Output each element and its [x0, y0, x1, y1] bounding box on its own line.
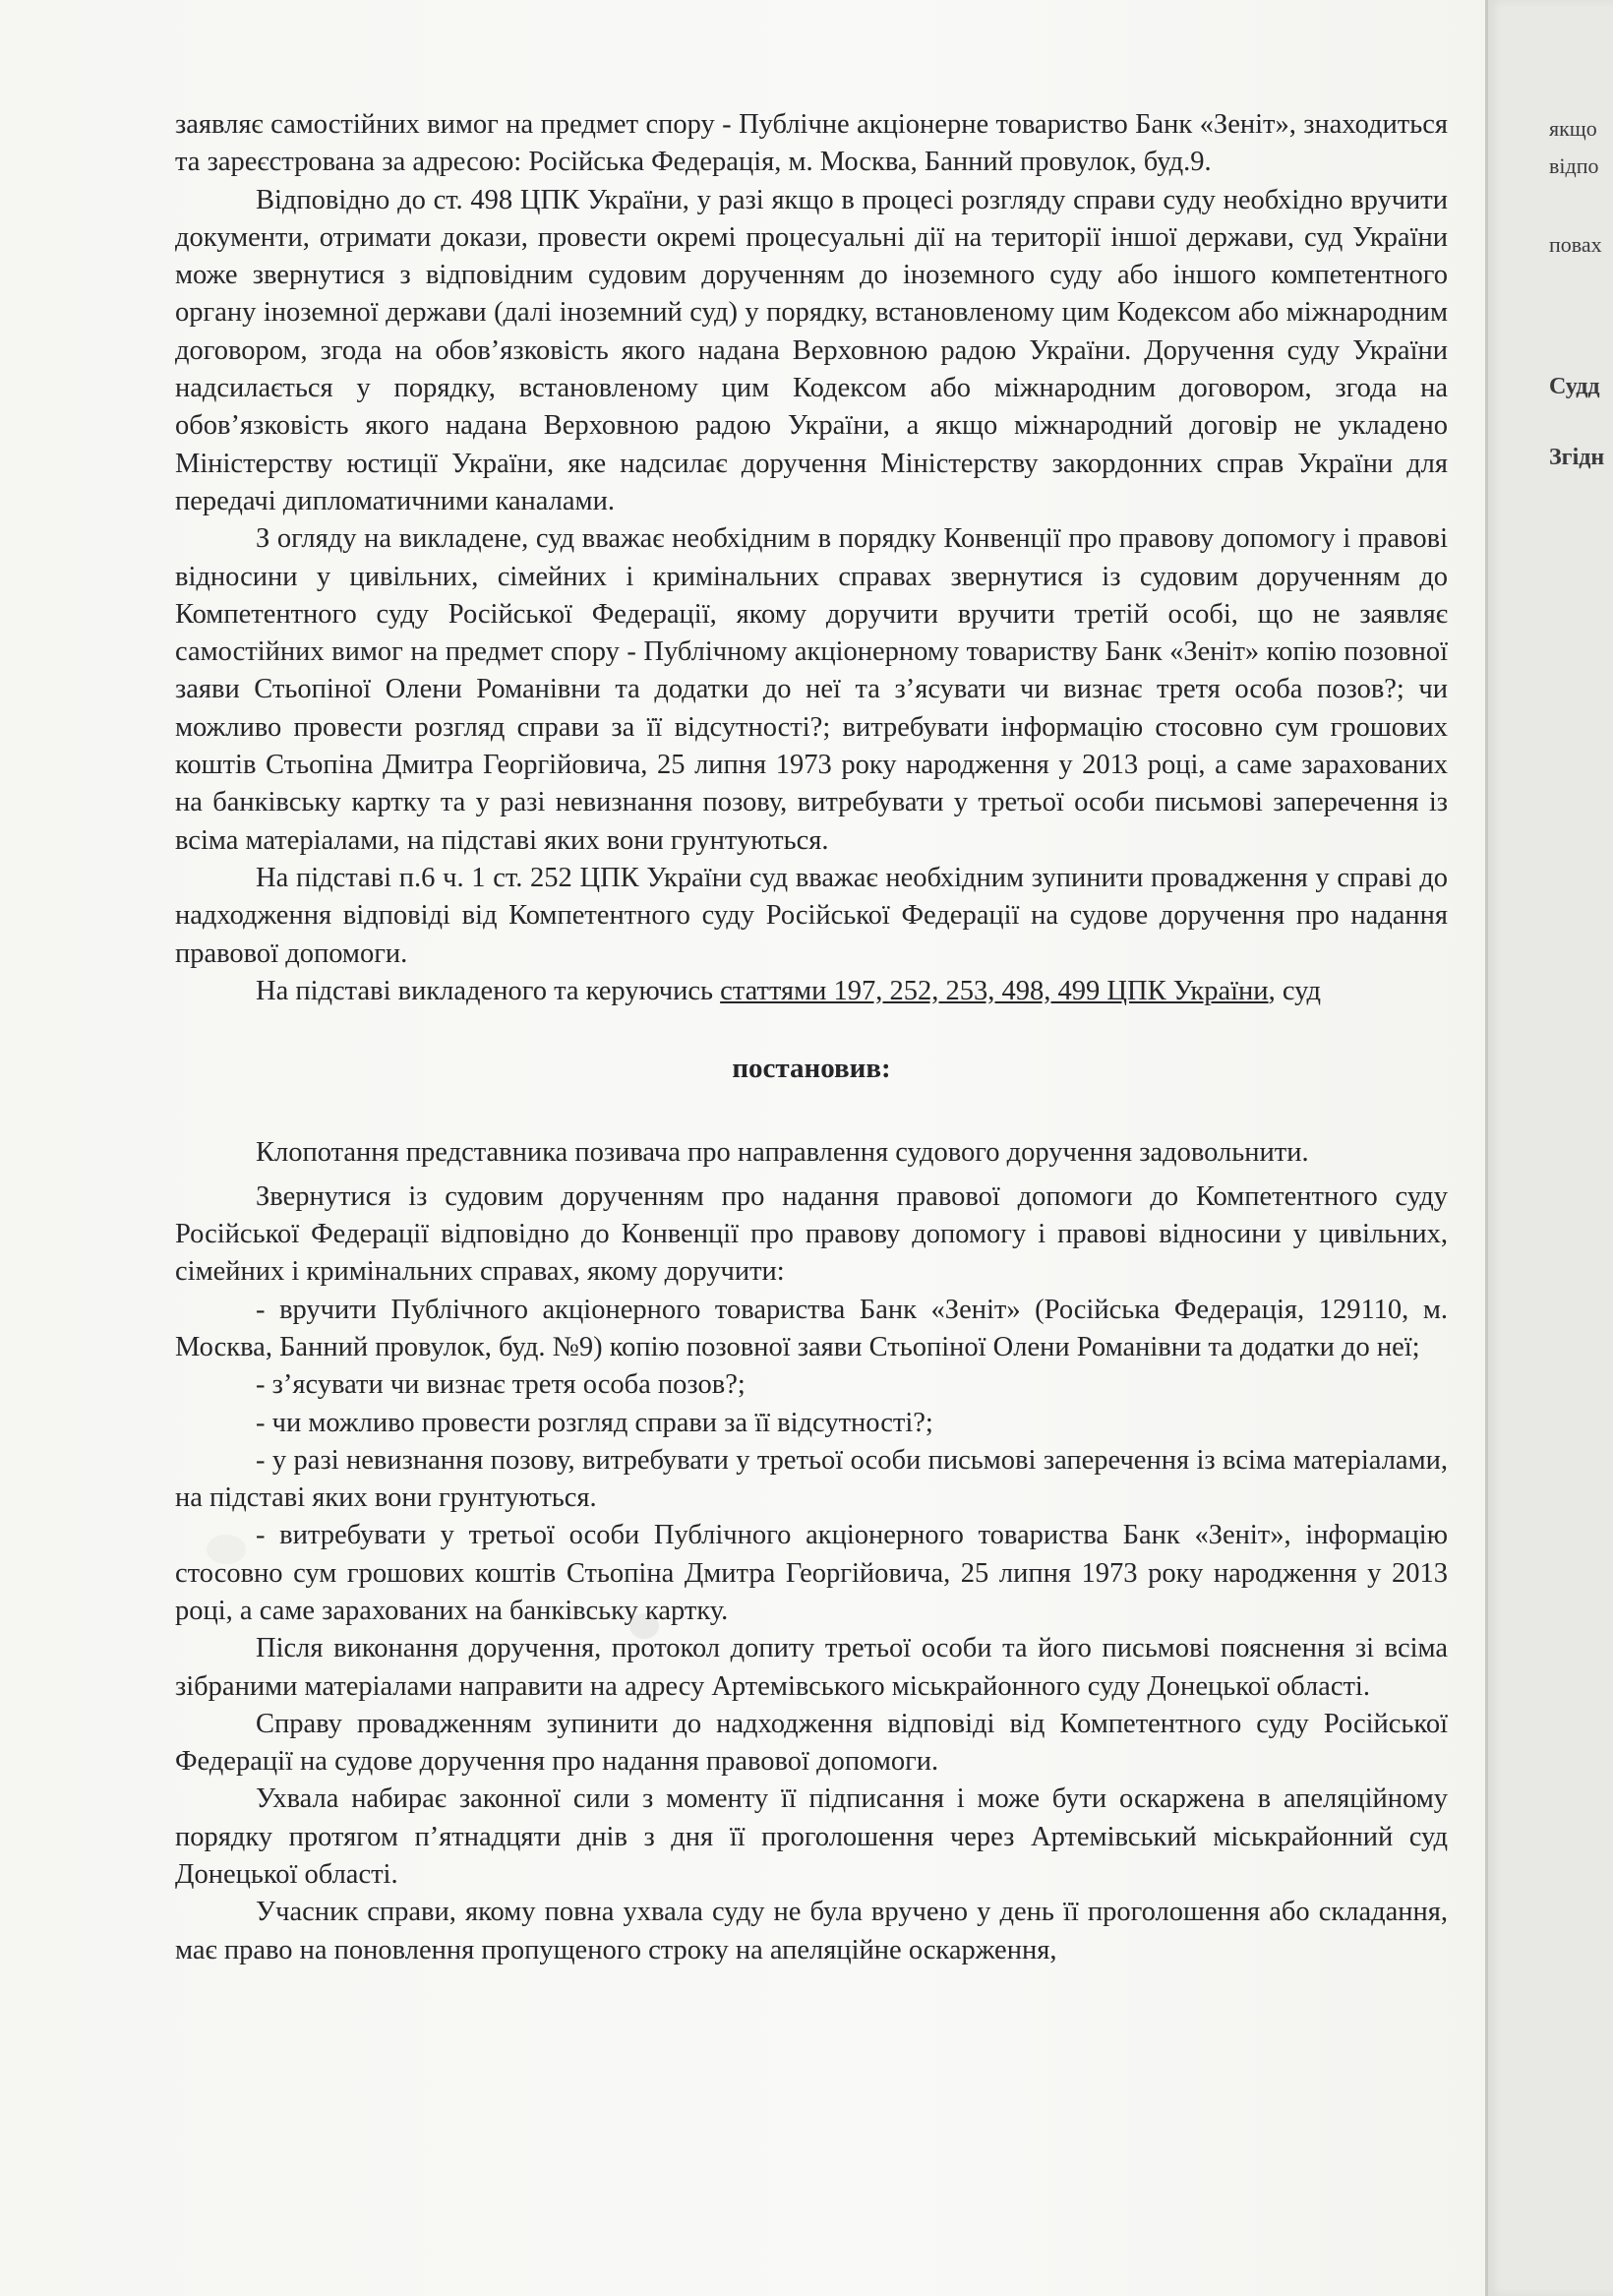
resolution-item: Клопотання представника позивача про направлення судового доручення задовольнити.: [256, 1137, 1309, 1169]
ruling-heading: постановив:: [732, 1053, 891, 1085]
resolution-item: - у разі невизнання позову, витребувати у третьої особи письмові заперечення із всіма матеріалами, на підставі яких вони грунтуються.: [175, 1444, 1448, 1514]
resolution-item: Справу провадженням зупинити до надходження відповіді від Компетентного суду Російської Федерації на судове доручення про надання правової допомоги.: [175, 1708, 1448, 1778]
paragraph-reasoning: З огляду на викладене, суд вважає необхідним в порядку Конвенції про правову допомогу і правові відносини у цивільних, сімейних і кримінальних справах звернутися із судовим дорученням до Компетентного суду Російської Федерації, якому доручити вручити третій особі, що не заявляє самостійних вимог на предмет спору - Публічному акціонерному товариству Банк «Зеніт» копію позовної заяви Стьопіної Олени Романівни та додатки до неї та з’ясувати чи визнає третя особа позов?; чи можливо провести розгляд справи за її відсутності?; витребувати інформацію стосовно сум грошових коштів Стьопіна Дмитра Георгійовича, 25 липня 1973 року народження у 2013 році, а саме зарахованих на банківську картку та у разі невизнання позову, витребувати у третьої особи письмові заперечення із всіма матеріалами, на підставі яких вони грунтуються.: [175, 523, 1448, 856]
basis-suffix: , суд: [1268, 975, 1322, 1006]
resolution-item: - з’ясувати чи визнає третя особа позов?;: [256, 1369, 746, 1401]
resolution-item: - вручити Публічного акціонерного товариства Банк «Зеніт» (Російська Федерація, 129110, м. Москва, Банний провулок, буд. №9) копію позовної заяви Стьопіної Олени Романівни та додатки до неї;: [175, 1294, 1448, 1362]
paragraph-article-498: Відповідно до ст. 498 ЦПК України, у разі якщо в процесі розгляду справи суду необхідно вручити документи, отримати докази, провести окремі процесуальні дії на території іншої держави, суд України може звернутися з відповідним судовим дорученням до іноземного суду або іншого компетентного органу іноземної держави (далі іноземний суд) у порядку, встановленому цим Кодексом або міжнародним договором, згода на обов’язковість якого надана Верховною радою України. Доручення суду України надсилається у порядку, встановленому цим Кодексом або міжнародним договором, згода на обов’язковість якого надана Верховною радою України, а якщо міжнародний договір не укладено Міністерству юстиції України, яке надсилає доручення Міністерству закордонних справ України для передачі дипломатичними каналами.: [175, 184, 1448, 516]
resolution-item: - чи можливо провести розгляд справи за її відсутності?;: [256, 1407, 933, 1438]
paragraph-suspension-basis: На підставі п.6 ч. 1 ст. 252 ЦПК України суд вважає необхідним зупинити провадження у справі до надходження відповіді від Компетентного суду Російської Федерації на судове доручення про надання правової допомоги.: [175, 862, 1448, 969]
paragraph-intro: заявляє самостійних вимог на предмет спору - Публічне акціонерне товариство Банк «Зеніт», знаходиться та зареєстрована за адресою: Російська Федерація, м. Москва, Банний провулок, буд.9.: [175, 109, 1448, 178]
resolution-item: Учасник справи, якому повна ухвала суду не була вручено у день її проголошення або складання, має право на поновлення пропущеного строку на апеляційне оскарження,: [175, 1897, 1448, 1965]
paragraph-legal-basis: [175, 973, 1448, 1010]
resolution-item: Після виконання доручення, протокол допиту третьої особи та його письмові пояснення зі всіма зібраними матеріалами направити на адресу Артемівського міськрайонного суду Донецької області.: [175, 1633, 1448, 1702]
basis-prefix: На підставі викладеного та керуючись: [256, 975, 721, 1006]
resolution-item: Звернутися із судовим дорученням про надання правової допомоги до Компетентного суду Російської Федерації відповідно до Конвенції про правову допомогу і правові відносини у цивільних, сімейних і кримінальних справах, якому доручити:: [175, 1180, 1448, 1288]
articles-link[interactable]: статтями 197, 252, 253, 498, 499 ЦПК України: [720, 975, 1269, 1006]
resolution-item: - витребувати у третьої особи Публічного акціонерного товариства Банк «Зеніт», інформацію стосовно сум грошових коштів Стьопіна Дмитра Георгійовича, 25 липня 1973 року народження у 2013 році, а саме зарахованих на банківську картку.: [175, 1520, 1448, 1626]
adjacent-fragment: Судд: [1549, 374, 1600, 399]
adjacent-fragment: відпо: [1549, 153, 1599, 178]
document-body: [175, 106, 1448, 1969]
adjacent-fragment: Згідн: [1549, 445, 1605, 470]
adjacent-fragment: повах: [1549, 232, 1602, 257]
adjacent-fragment: якщо: [1549, 116, 1597, 141]
resolution-item: Ухвала набирає законної сили з моменту її підписання і може бути оскаржена в апеляційному порядку протягом п’ятнадцяти днів з дня її проголошення через Артемівський міськрайонний суд Донецької області.: [175, 1783, 1448, 1891]
adjacent-page-edge: [1485, 0, 1613, 2296]
